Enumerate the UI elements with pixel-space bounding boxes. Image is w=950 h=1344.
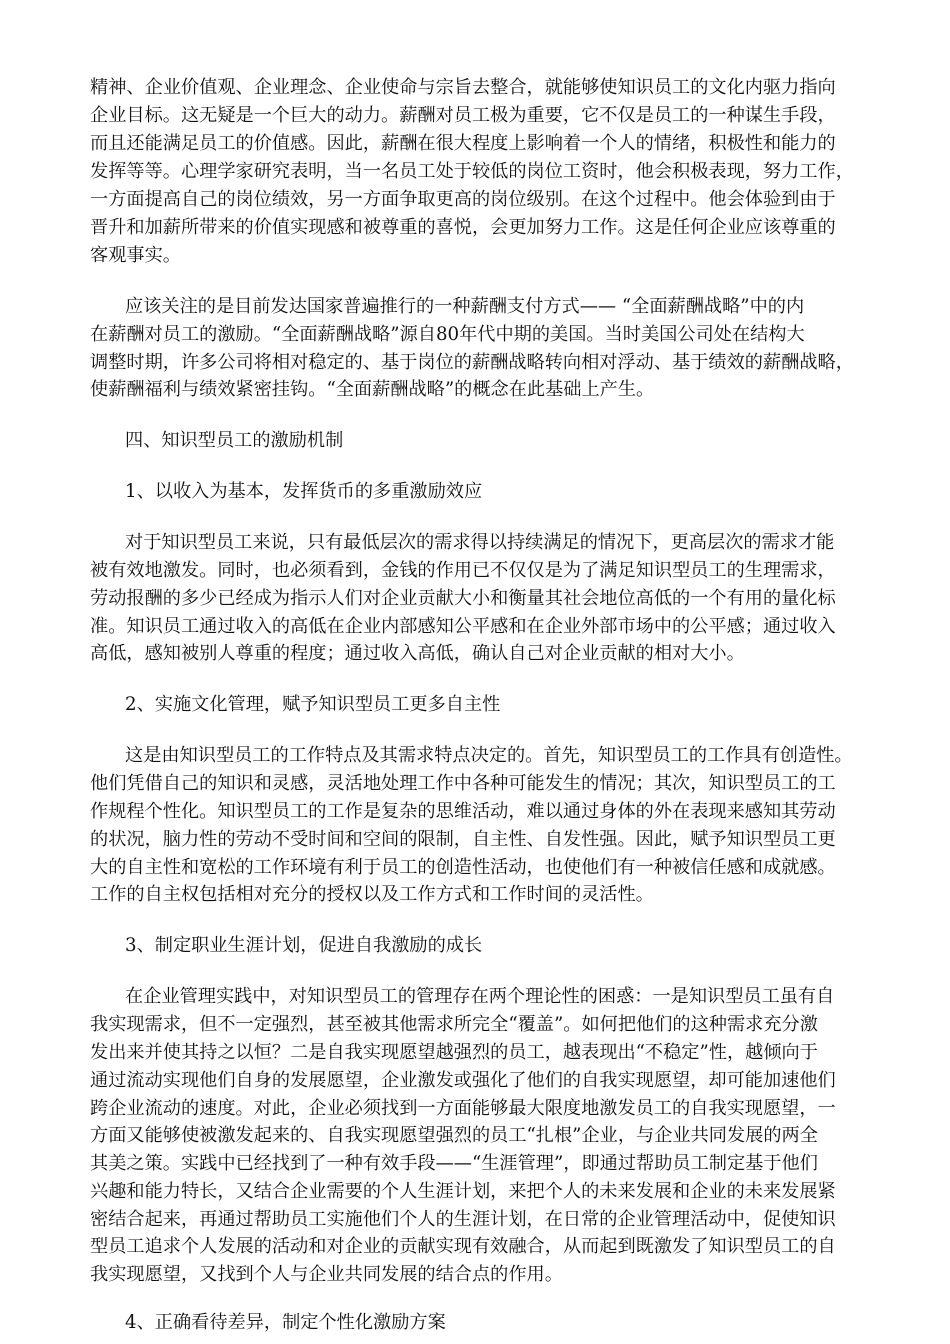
text-line: 对于知识型员工来说，只有最低层次的需求得以持续满足的情况下，更高层次的需求才能 xyxy=(125,532,835,553)
text-line: 一方面提高自己的岗位绩效，另一方面争取更高的岗位级别。在这个过程中。他会体验到由于 xyxy=(90,189,836,210)
text-line: 在企业管理实践中，对知识型员工的管理存在两个理论性的困惑：一是知识型员工虽有自 xyxy=(125,986,835,1007)
subsection-heading: 3、制定职业生涯计划，促进自我激励的成长 xyxy=(125,935,483,956)
text-line: 通过流动实现他们自身的发展愿望，企业激发或强化了他们的自我实现愿望，却可能加速他们 xyxy=(90,1070,836,1091)
text-line: 使薪酬福利与绩效紧密挂钩。“全面薪酬战略”的概念在此基础上产生。 xyxy=(90,379,655,400)
section-heading: 四、知识型员工的激励机制 xyxy=(125,430,344,451)
text-line: 大的自主性和宽松的工作环境有利于员工的创造性活动，也使他们有一种被信任感和成就感。 xyxy=(90,857,836,878)
text-line: 跨企业流动的速度。对此，企业必须找到一方面能够最大限度地激发员工的自我实现愿望，一 xyxy=(90,1098,836,1119)
subsection-heading: 4、正确看待差异，制定个性化激励方案 xyxy=(125,1312,446,1333)
text-line: 客观事实。 xyxy=(90,245,181,266)
text-line: 劳动报酬的多少已经成为指示人们对企业贡献大小和衡量其社会地位高低的一个有用的量化标 xyxy=(90,588,836,609)
text-line: 方面又能够使被激发起来的、自我实现愿望强烈的员工“扎根”企业，与企业共同发展的两全 xyxy=(90,1125,818,1146)
text-line: 兴趣和能力特长，又结合企业需要的个人生涯计划，来把个人的未来发展和企业的未来发展紧 xyxy=(90,1181,836,1202)
text-line: 我实现需求，但不一定强烈，甚至被其他需求所完全“覆盖”。如何把他们的这种需求充分激 xyxy=(90,1014,818,1035)
text-line: 准。知识员工通过收入的高低在企业内部感知公平感和在企业外部市场中的公平感；通过收入 xyxy=(90,616,836,637)
subsection-heading: 2、实施文化管理，赋予知识型员工更多自主性 xyxy=(125,694,501,715)
text-line: 在薪酬对员工的激励。“全面薪酬战略”源自80年代中期的美国。当时美国公司处在结构大 xyxy=(90,324,805,345)
text-line: 这是由知识型员工的工作特点及其需求特点决定的。首先，知识型员工的工作具有创造性。 xyxy=(125,745,853,766)
text-line: 工作的自主权包括相对充分的授权以及工作方式和工作时间的灵活性。 xyxy=(90,884,654,905)
text-line: 他们凭借自己的知识和灵感，灵活地处理工作中各种可能发生的情况；其次，知识型员工的工 xyxy=(90,773,836,794)
text-line: 调整时期，许多公司将相对稳定的、基于岗位的薪酬战略转向相对浮动、基于绩效的薪酬战略， xyxy=(90,352,854,373)
text-line: 发挥等等。心理学家研究表明，当一名员工处于较低的岗位工资时，他会积极表现，努力工作， xyxy=(90,161,854,182)
text-line: 被有效地激发。同时，也必须看到，金钱的作用已不仅仅是为了满足知识型员工的生理需求， xyxy=(90,560,836,581)
text-line: 应该关注的是目前发达国家普遍推行的一种薪酬支付方式—— “全面薪酬战略”中的内 xyxy=(125,296,805,317)
text-line: 发出来并使其持之以恒？二是自我实现愿望越强烈的员工，越表现出“不稳定”性，越倾向于 xyxy=(90,1042,818,1063)
text-line: 我实现愿望，又找到个人与企业共同发展的结合点的作用。 xyxy=(90,1264,563,1285)
text-line: 晋升和加薪所带来的价值实现感和被尊重的喜悦，会更加努力工作。这是任何企业应该尊重的 xyxy=(90,217,836,238)
text-line: 精神、企业价值观、企业理念、企业使命与宗旨去整合，就能够使知识员工的文化内驱力指向 xyxy=(90,77,836,98)
subsection-heading: 1、以收入为基本，发挥货币的多重激励效应 xyxy=(125,481,483,502)
text-line: 高低，感知被别人尊重的程度；通过收入高低，确认自己对企业贡献的相对大小。 xyxy=(90,643,745,664)
text-line: 作规程个性化。知识型员工的工作是复杂的思维活动，难以通过身体的外在表现来感知其劳动 xyxy=(90,801,836,822)
text-line: 密结合起来，再通过帮助员工实施他们个人的生涯计划，在日常的企业管理活动中，促使知识 xyxy=(90,1209,836,1230)
text-line: 型员工追求个人发展的活动和对企业的贡献实现有效融合，从而起到既激发了知识型员工的自 xyxy=(90,1236,836,1257)
text-line: 的状况，脑力性的劳动不受时间和空间的限制，自主性、自发性强。因此，赋予知识型员工更 xyxy=(90,829,836,850)
text-line: 而且还能满足员工的价值感。因此，薪酬在很大程度上影响着一个人的情绪，积极性和能力的 xyxy=(90,133,836,154)
text-line: 企业目标。这无疑是一个巨大的动力。薪酬对员工极为重要，它不仅是员工的一种谋生手段， xyxy=(90,105,836,126)
text-line: 其美之策。实践中已经找到了一种有效手段——“生涯管理”，即通过帮助员工制定基于他们 xyxy=(90,1153,818,1174)
